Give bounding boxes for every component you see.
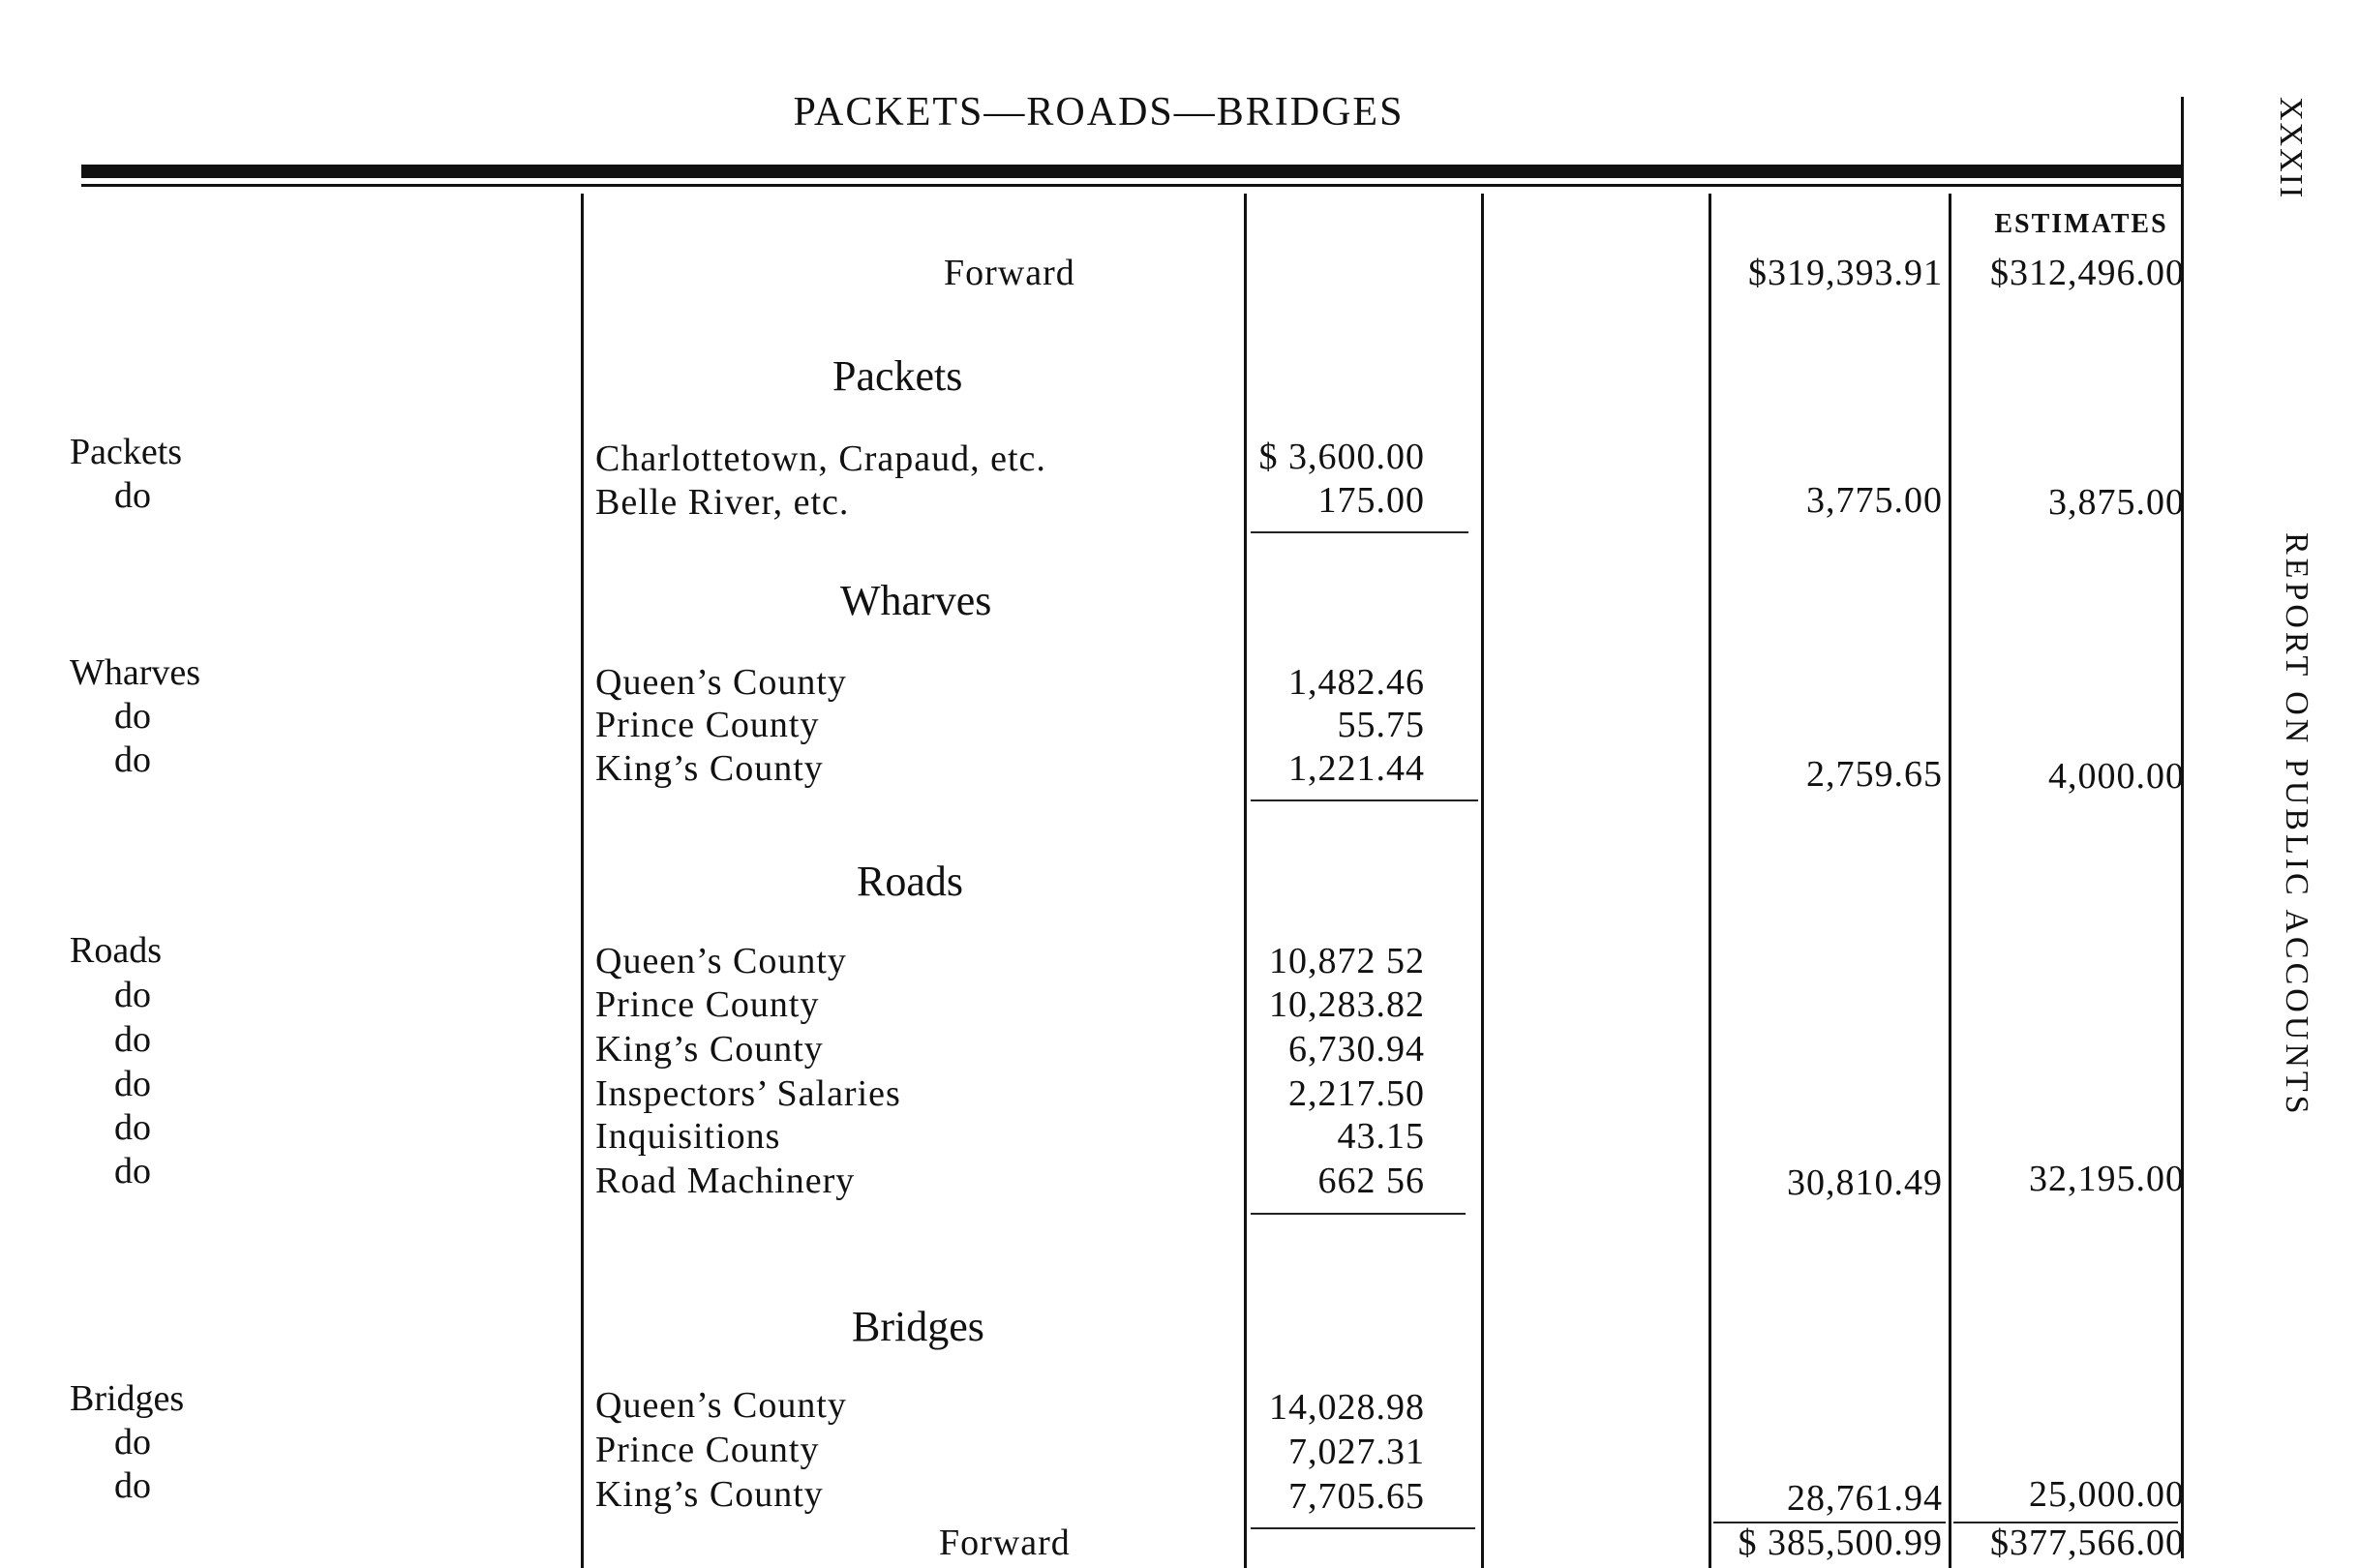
row-item: Queen’s County: [595, 1385, 847, 1426]
row-label: do: [114, 739, 151, 780]
section-total: 3,775.00: [1806, 480, 1943, 521]
row-amount: 175.00: [1317, 480, 1425, 521]
subtotal-rule: [1251, 1527, 1475, 1529]
row-item: Charlottetown, Crapaud, etc.: [595, 438, 1046, 479]
section-estimate: 25,000.00: [2029, 1474, 2185, 1515]
row-item: Queen’s County: [595, 941, 847, 981]
row-amount: 6,730.94: [1288, 1029, 1425, 1070]
row-item: King’s County: [595, 1029, 824, 1070]
row-label: Bridges: [70, 1378, 185, 1419]
row-amount: 10,872 52: [1269, 941, 1425, 981]
section-heading-bridges: Bridges: [852, 1303, 984, 1350]
section-heading-packets: Packets: [832, 352, 963, 400]
row-item: Road Machinery: [595, 1161, 856, 1201]
page-title: PACKETS—ROADS—BRIDGES: [793, 90, 1405, 135]
row-item: King’s County: [595, 748, 824, 789]
row-amount: 43.15: [1337, 1116, 1425, 1157]
section-estimate: 32,195.00: [2029, 1159, 2185, 1199]
row-label: do: [114, 1107, 151, 1148]
row-label: do: [114, 1465, 151, 1506]
row-amount: 14,028.98: [1269, 1387, 1425, 1428]
row-label: do: [114, 1422, 151, 1462]
forward-top-estimate: $312,496.00: [1990, 253, 2185, 293]
section-total: 30,810.49: [1787, 1162, 1943, 1203]
row-amount: 10,283.82: [1269, 984, 1425, 1025]
column-rule-totals: [1709, 194, 1711, 1568]
row-amount: $ 3,600.00: [1258, 437, 1425, 477]
row-item: King’s County: [595, 1474, 824, 1515]
row-item: Queen’s County: [595, 662, 847, 703]
forward-top-total: $319,393.91: [1748, 253, 1943, 293]
row-amount: 7,027.31: [1288, 1432, 1425, 1472]
page-number: XXXII: [2273, 97, 2309, 200]
row-item: Inspectors’ Salaries: [595, 1073, 901, 1114]
row-label: Wharves: [70, 652, 201, 693]
forward-bottom-label: Forward: [939, 1523, 1071, 1563]
section-estimate: 4,000.00: [2048, 756, 2185, 797]
section-heading-wharves: Wharves: [840, 577, 992, 624]
section-heading-roads: Roads: [857, 858, 963, 905]
row-item: Prince County: [595, 1430, 820, 1470]
row-label: do: [114, 1064, 151, 1104]
subtotal-rule: [1251, 531, 1468, 533]
forward-bottom-estimate: $377,566.00: [1990, 1523, 2185, 1563]
row-item: Prince County: [595, 984, 820, 1025]
column-rule-labels: [581, 194, 584, 1568]
row-item: Inquisitions: [595, 1116, 781, 1157]
row-label: do: [114, 1151, 151, 1191]
section-total: 2,759.65: [1806, 754, 1943, 795]
column-rule-estimates: [1949, 194, 1951, 1568]
column-rule-amounts: [1481, 194, 1484, 1568]
forward-bottom-total: $ 385,500.99: [1738, 1523, 1943, 1563]
row-amount: 55.75: [1337, 705, 1425, 745]
estimates-header: ESTIMATES: [1994, 209, 2168, 239]
forward-top-label: Forward: [944, 253, 1075, 293]
side-running-title: REPORT ON PUBLIC ACCOUNTS: [2279, 532, 2314, 1118]
row-label: do: [114, 696, 151, 737]
row-item: Belle River, etc.: [595, 482, 850, 523]
row-amount: 662 56: [1317, 1161, 1425, 1201]
row-amount: 1,482.46: [1288, 662, 1425, 703]
row-label: Roads: [70, 930, 162, 971]
column-rule-right: [2181, 97, 2184, 1558]
subtotal-rule: [1251, 799, 1478, 801]
row-amount: 2,217.50: [1288, 1073, 1425, 1114]
subtotal-rule: [1251, 1213, 1466, 1215]
row-label: Packets: [70, 432, 183, 472]
row-amount: 1,221.44: [1288, 748, 1425, 789]
row-amount: 7,705.65: [1288, 1476, 1425, 1517]
header-rule-thick: [81, 165, 2184, 178]
column-rule-items: [1244, 194, 1247, 1568]
section-total: 28,761.94: [1787, 1478, 1943, 1519]
header-rule-thin: [81, 184, 2184, 187]
row-label: do: [114, 1019, 151, 1060]
row-item: Prince County: [595, 705, 820, 745]
row-label: do: [114, 475, 151, 516]
section-estimate: 3,875.00: [2048, 482, 2185, 523]
row-label: do: [114, 975, 151, 1015]
